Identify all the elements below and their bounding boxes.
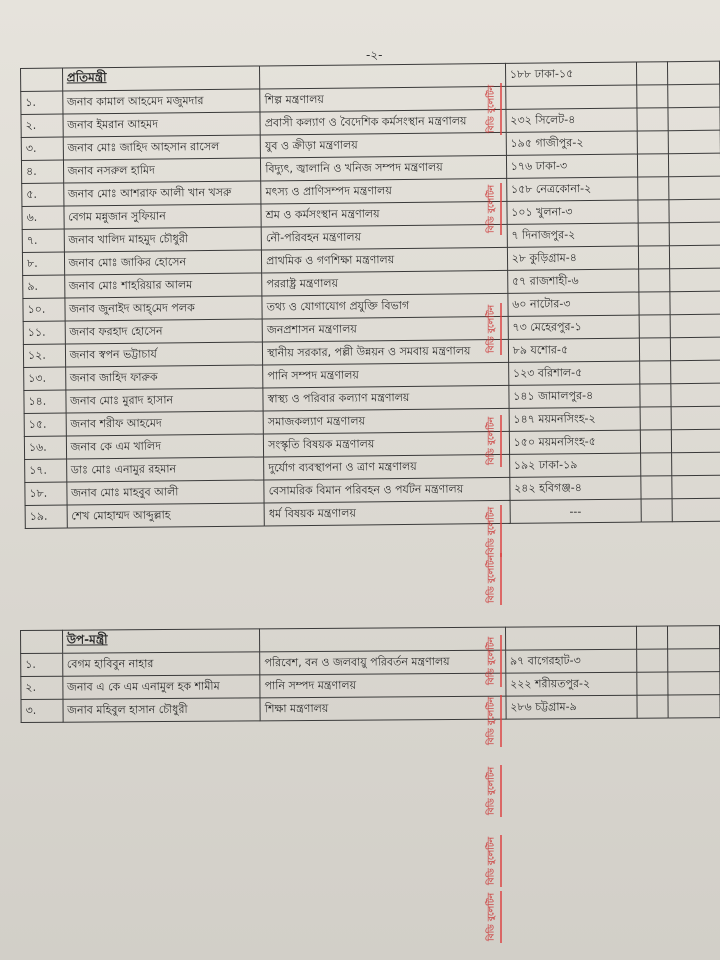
constituency: ১৯৫ গাজীপুর-২ xyxy=(506,131,637,155)
blank-cell xyxy=(637,154,668,177)
page-number: -২- xyxy=(366,48,383,62)
constituency: ৭৩ মেহেরপুর-১ xyxy=(508,315,639,339)
row-number: ১. xyxy=(21,653,63,676)
minister-name: জনাব ফরহাদ হোসেন xyxy=(65,319,263,344)
row-number: ১১. xyxy=(23,321,65,344)
constituency: ২৪২ হবিগঞ্জ-৪ xyxy=(510,476,641,500)
constituency: ১৭৬ ঢাকা-৩ xyxy=(506,154,637,178)
minister-name: জনাব এ কে এম এনামুল হক শামীম xyxy=(62,675,260,699)
minister-name: জনাব মোঃ জাকির হোসেন xyxy=(64,250,262,275)
constituency: ১৪৭ ময়মনসিংহ-২ xyxy=(509,407,640,431)
ministry-name: পানি সম্পদ মন্ত্রণালয় xyxy=(263,362,509,388)
blank-cell xyxy=(641,476,672,499)
blank-cell xyxy=(671,360,720,384)
blank-cell xyxy=(668,130,720,154)
table-row xyxy=(21,695,720,723)
blank-cell xyxy=(668,649,720,672)
blank-cell xyxy=(670,337,720,361)
row-number: ১৩. xyxy=(24,367,66,390)
blank-cell xyxy=(637,695,668,718)
row-number: ১৯. xyxy=(25,505,67,528)
blank-cell xyxy=(669,199,720,223)
ministry-name: জনপ্রশাসন মন্ত্রণালয় xyxy=(262,316,508,342)
constituency xyxy=(505,85,636,109)
blank-cell xyxy=(668,84,720,108)
ministry-name: পানি সম্পদ মন্ত্রণালয় xyxy=(260,673,506,698)
row-number: ৫. xyxy=(22,183,64,206)
blank-cell xyxy=(639,315,670,338)
minister-name: জনাব মোঃ জাহিদ আহসান রাসেল xyxy=(63,135,261,160)
blank-cell xyxy=(670,291,720,315)
ministry-name: নৌ-পরিবহন মন্ত্রণালয় xyxy=(261,224,507,250)
constituency: ১৫৮ নেত্রকোনা-২ xyxy=(506,177,637,201)
blank-cell xyxy=(639,292,670,315)
blank-cell xyxy=(672,498,720,522)
blank-cell xyxy=(641,499,672,522)
row-number: ১৪. xyxy=(24,390,66,413)
minister-name: জনাব কামাল আহমেদ মজুমদার xyxy=(62,89,260,114)
row-number: ৮. xyxy=(22,252,64,275)
row-number: ১০. xyxy=(23,298,65,321)
ministry-name: পরিবেশ, বন ও জলবায়ু পরিবর্তন মন্ত্রণালয় xyxy=(260,650,506,675)
blank-cell xyxy=(638,269,669,292)
row-number: ৬. xyxy=(22,206,64,229)
blank-cell xyxy=(639,361,670,384)
row-number: ৩. xyxy=(21,699,63,722)
blank-cell xyxy=(639,338,670,361)
constituency: ১০১ খুলনা-৩ xyxy=(507,200,638,224)
state-ministers-body xyxy=(21,84,720,528)
blank-cell xyxy=(668,153,720,177)
deputy-ministers-table xyxy=(20,625,720,723)
ministry-name: সমাজকল্যাণ মন্ত্রণালয় xyxy=(263,408,509,434)
blank-cell xyxy=(638,223,669,246)
blank-cell xyxy=(671,406,720,430)
watermark-logo: বিডি বুলেটিন xyxy=(472,886,512,948)
minister-name: জনাব জাহিদ ফারুক xyxy=(65,365,263,390)
minister-name: শেখ মোহাম্মদ আব্দুল্লাহ xyxy=(67,503,265,528)
row-number: ৩. xyxy=(21,137,63,160)
blank-cell xyxy=(670,314,720,338)
ministry-name: ধর্ম বিষয়ক মন্ত্রণালয় xyxy=(264,500,510,526)
constituency: ২৮৬ চট্টগ্রাম-৯ xyxy=(506,695,637,719)
watermark-logo: বিডি বুলেটিন xyxy=(472,630,512,692)
blank-cell xyxy=(668,107,720,131)
blank-cell xyxy=(637,108,668,131)
blank-cell xyxy=(636,649,667,672)
minister-name: জনাব মোঃ আশরাফ আলী খান খসরু xyxy=(63,181,261,206)
minister-name: ডাঃ মোঃ এনামুর রহমান xyxy=(66,457,264,482)
row-number: ১৮. xyxy=(25,482,67,505)
section-title: প্রতিমন্ত্রী xyxy=(62,66,260,91)
blank-cell xyxy=(638,200,669,223)
minister-name: জনাব শরীফ আহমেদ xyxy=(66,411,264,436)
ministry-name: প্রাথমিক ও গণশিক্ষা মন্ত্রণালয় xyxy=(262,247,508,273)
minister-name: জনাব কে এম খালিদ xyxy=(66,434,264,459)
constituency: ২৮ কুড়িগ্রাম-৪ xyxy=(507,246,638,270)
blank-cell xyxy=(669,176,720,200)
deputy-ministers-body xyxy=(21,649,720,723)
minister-name: জনাব মহিবুল হাসান চৌধুরী xyxy=(63,698,261,722)
constituency: ১২৩ বরিশাল-৫ xyxy=(508,361,639,385)
constituency: ৭ দিনাজপুর-২ xyxy=(507,223,638,247)
ministry-name: পররাষ্ট্র মন্ত্রণালয় xyxy=(262,270,508,296)
blank-cell xyxy=(671,429,720,453)
watermark-logo: বিডি বুলেটিন xyxy=(472,548,512,610)
row-number: ৪. xyxy=(21,160,63,183)
minister-name: জনাব স্বপন ভট্টাচার্য xyxy=(65,342,263,367)
ministry-name: শিক্ষা মন্ত্রণালয় xyxy=(260,696,506,721)
blank-cell xyxy=(636,85,667,108)
constituency: ২৩২ সিলেট-৪ xyxy=(506,108,637,132)
watermark-logo: বিডি বুলেটিন xyxy=(472,690,512,752)
minister-name: জনাব ইমরান আহমদ xyxy=(63,112,261,137)
ministry-name: বেসামরিক বিমান পরিবহন ও পর্যটন মন্ত্রণালয় xyxy=(264,477,510,503)
minister-name: বেগম মন্নুজান সুফিয়ান xyxy=(64,204,262,229)
blank-cell xyxy=(671,383,720,407)
blank-cell xyxy=(640,453,671,476)
blank-cell xyxy=(637,672,668,695)
blank-cell xyxy=(640,384,671,407)
ministry-name: শিল্প মন্ত্রণালয় xyxy=(260,86,506,112)
ministry-name: মৎস্য ও প্রাণিসম্পদ মন্ত্রণালয় xyxy=(261,178,507,204)
blank-cell xyxy=(668,695,720,718)
ministry-name: শ্রম ও কর্মসংস্থান মন্ত্রণালয় xyxy=(261,201,507,227)
blank-cell xyxy=(669,222,720,246)
constituency: ৯৭ বাগেরহাট-৩ xyxy=(505,649,636,673)
ministry-name: বিদ্যুৎ, জ্বালানি ও খনিজ সম্পদ মন্ত্রণালয় xyxy=(261,155,507,181)
watermark-logo: বিডি বুলেটিন xyxy=(472,298,512,360)
ministry-name: স্বাস্থ্য ও পরিবার কল্যাণ মন্ত্রণালয় xyxy=(263,385,509,411)
ministry-name: যুব ও ক্রীড়া মন্ত্রণালয় xyxy=(260,132,506,158)
minister-name: জনাব মোঃ শাহরিয়ার আলম xyxy=(64,273,262,298)
blank-cell xyxy=(640,430,671,453)
row-number: ১. xyxy=(21,91,63,114)
ministry-name: দুর্যোগ ব্যবস্থাপনা ও ত্রাণ মন্ত্রণালয় xyxy=(264,454,510,480)
blank-cell xyxy=(670,268,720,292)
state-ministers-table xyxy=(20,61,720,529)
ministry-name: প্রবাসী কল্যাণ ও বৈদেশিক কর্মসংস্থান মন্ত্রণালয় xyxy=(260,109,506,135)
row-number: ৭. xyxy=(22,229,64,252)
row-number: ১৬. xyxy=(24,436,66,459)
row-number: ২. xyxy=(21,676,63,699)
section-title: উপ-মন্ত্রী xyxy=(62,629,260,653)
constituency: ২২২ শরীয়তপুর-২ xyxy=(506,672,637,696)
blank-cell xyxy=(638,246,669,269)
blank-cell xyxy=(672,475,720,499)
watermark-logo: বিডি বুলেটিন xyxy=(472,178,512,240)
watermark-logo: বিডি বুলেটিন xyxy=(472,760,512,822)
constituency: ৮৯ যশোর-৫ xyxy=(508,338,639,362)
constituency: ৬০ নাটোর-৩ xyxy=(508,292,639,316)
ministry-name: সংস্কৃতি বিষয়ক মন্ত্রণালয় xyxy=(264,431,510,457)
watermark-logo: বিডি বুলেটিন xyxy=(472,830,512,892)
row-number: ৯. xyxy=(23,275,65,298)
blank-cell xyxy=(669,245,720,269)
minister-name: বেগম হাবিবুন নাহার xyxy=(62,652,260,676)
constituency: ১৪১ জামালপুর-৪ xyxy=(509,384,640,408)
minister-name: জনাব খালিদ মাহমুদ চৌধুরী xyxy=(64,227,262,252)
constituency: ১৫০ ময়মনসিংহ-৫ xyxy=(509,430,640,454)
row-number: ১৭. xyxy=(25,459,67,482)
blank-cell xyxy=(637,177,668,200)
minister-name: জনাব নসরুল হামিদ xyxy=(63,158,261,183)
header-seat: ১৮৮ ঢাকা-১৫ xyxy=(505,62,636,86)
constituency: ১৯২ ঢাকা-১৯ xyxy=(509,453,640,477)
watermark-logo: বিডি বুলেটিন xyxy=(472,500,512,562)
minister-name: জনাব মোঃ মাহবুব আলী xyxy=(66,480,264,505)
ministry-name: স্থানীয় সরকার, পল্লী উন্নয়ন ও সমবায় মন্ত্রণালয় xyxy=(263,339,509,365)
row-number: ১২. xyxy=(23,344,65,367)
blank-cell xyxy=(668,672,720,695)
constituency: --- xyxy=(510,499,641,523)
blank-cell xyxy=(672,452,720,476)
watermark-logo: বিডি বুলেটিন xyxy=(472,78,512,140)
constituency: ৫৭ রাজশাহী-৬ xyxy=(507,269,638,293)
minister-name: জনাব মোঃ মুরাদ হাসান xyxy=(65,388,263,413)
watermark-logo: বিডি বুলেটিন xyxy=(472,410,512,472)
row-number: ২. xyxy=(21,114,63,137)
row-number: ১৫. xyxy=(24,413,66,436)
ministry-name: তথ্য ও যোগাযোগ প্রযুক্তি বিভাগ xyxy=(262,293,508,319)
minister-name: জনাব জুনাইদ আহ্‌মেদ পলক xyxy=(65,296,263,321)
blank-cell xyxy=(640,407,671,430)
blank-cell xyxy=(637,131,668,154)
